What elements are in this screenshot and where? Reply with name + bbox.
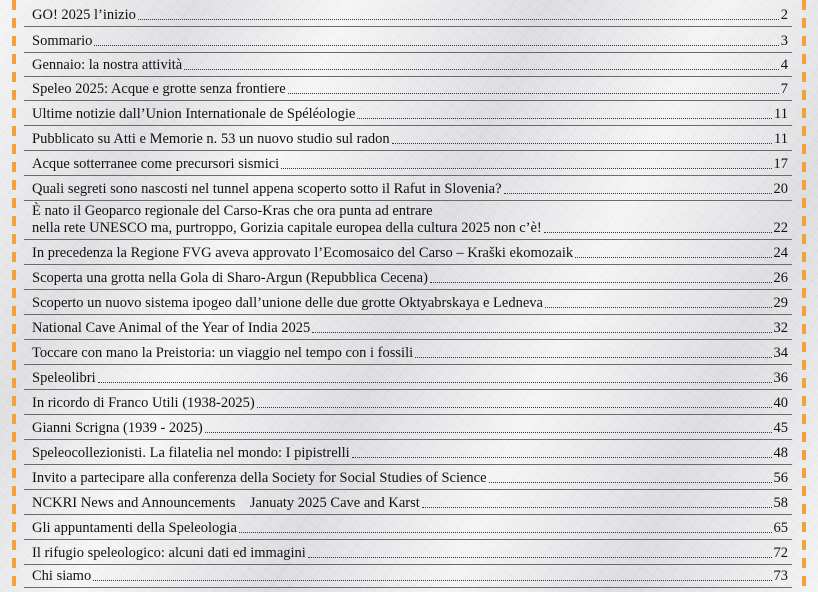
dot-leader	[239, 532, 772, 533]
toc-entry-page: 11	[774, 131, 788, 147]
toc-entry-title: Scoperto un nuovo sistema ipogeo dall’unione delle due grotte Oktyabrskaya e Ledneva	[32, 295, 543, 311]
toc-entry-page: 45	[773, 420, 788, 436]
toc-entry-page: 56	[773, 470, 788, 486]
dot-leader	[575, 257, 771, 258]
dot-leader	[352, 457, 772, 458]
dot-leader	[430, 282, 772, 283]
toc-entry[interactable]	[24, 201, 792, 240]
dot-leader	[392, 143, 772, 144]
toc-entry-page: 11	[774, 106, 788, 122]
right-dashed-border	[802, 0, 806, 592]
table-of-contents	[24, 0, 792, 592]
dot-leader	[504, 193, 772, 194]
dot-leader	[138, 19, 779, 20]
dot-leader	[415, 357, 771, 358]
toc-entry-page: 48	[773, 445, 788, 461]
toc-entry[interactable]	[24, 176, 792, 201]
toc-entry-title: Speleolibri	[32, 370, 96, 386]
toc-entry-page: 32	[773, 320, 788, 336]
toc-entry[interactable]	[24, 240, 792, 265]
toc-entry-title: Scoperta una grotta nella Gola di Sharo-Argun (Repubblica Cecena)	[32, 270, 428, 286]
toc-entry[interactable]	[24, 265, 792, 290]
toc-entry-title: Sommario	[32, 33, 93, 49]
toc-entry[interactable]	[24, 490, 792, 515]
toc-entry-title: Acque sotterranee come precursori sismici	[32, 156, 280, 172]
toc-entry-page: 73	[773, 568, 788, 584]
toc-entry-page: 7	[780, 81, 788, 97]
toc-entry-title: In ricordo di Franco Utili (1938-2025)	[32, 395, 255, 411]
toc-entry[interactable]	[24, 0, 792, 27]
dot-leader	[544, 232, 772, 233]
toc-entry-page: 3	[780, 33, 788, 49]
toc-entry[interactable]	[24, 365, 792, 390]
dot-leader	[422, 507, 772, 508]
toc-entry-title-line-1: È nato il Geoparco regionale del Carso-Kras che ora punta ad entrare	[32, 203, 433, 219]
toc-entry-title: Speleo 2025: Acque e grotte senza frontiere	[32, 81, 286, 97]
toc-entry-title: NCKRI News and Announcements Januaty 2025 Cave and Karst	[32, 495, 420, 511]
toc-entry-title: GO! 2025 l’inizio	[32, 7, 136, 23]
toc-entry-page: 34	[773, 345, 788, 361]
dot-leader	[308, 557, 772, 558]
dot-leader	[205, 432, 772, 433]
toc-entry-title: Speleocollezionisti. La filatelia nel mondo: I pipistrelli	[32, 445, 350, 461]
toc-entry-page: 40	[773, 395, 788, 411]
dot-leader	[312, 332, 771, 333]
toc-entry-page: 26	[773, 270, 788, 286]
toc-entry[interactable]	[24, 440, 792, 465]
toc-entry-page: 20	[773, 181, 788, 197]
toc-entry-title: Chi siamo	[32, 568, 92, 584]
toc-entry-title: Gli appuntamenti della Speleologia	[32, 520, 237, 536]
toc-entry[interactable]	[24, 565, 792, 588]
toc-entry[interactable]	[24, 101, 792, 126]
toc-entry-title-line-2: nella rete UNESCO ma, purtroppo, Gorizia capitale europea della cultura 2025 non c’è!	[32, 220, 542, 236]
toc-entry-title: Il rifugio speleologico: alcuni dati ed immagini	[32, 545, 306, 561]
dot-leader	[257, 407, 772, 408]
toc-entry-title: Invito a partecipare alla conferenza della Society for Social Studies of Science	[32, 470, 487, 486]
toc-entry[interactable]	[24, 53, 792, 77]
toc-entry[interactable]	[24, 290, 792, 315]
toc-entry[interactable]	[24, 515, 792, 540]
toc-entry-title: Pubblicato su Atti e Memorie n. 53 un nuovo studio sul radon	[32, 131, 390, 147]
toc-entry-page: 58	[773, 495, 788, 511]
toc-entry[interactable]	[24, 540, 792, 565]
dot-leader	[357, 118, 772, 119]
toc-entry[interactable]	[24, 340, 792, 365]
dot-leader	[93, 580, 771, 581]
left-dashed-border	[12, 0, 16, 592]
toc-entry-page: 17	[773, 156, 788, 172]
dot-leader	[489, 482, 772, 483]
toc-entry-title: Quali segreti sono nascosti nel tunnel appena scoperto sotto il Rafut in Slovenia?	[32, 181, 502, 197]
toc-entry[interactable]	[24, 77, 792, 101]
toc-entry-page: 29	[773, 295, 788, 311]
toc-entry-title: Gianni Scrigna (1939 - 2025)	[32, 420, 203, 436]
toc-entry-page: 2	[780, 7, 788, 23]
dot-leader	[281, 168, 771, 169]
toc-entry-title: Ultime notizie dall’Union Internationale de Spéléologie	[32, 106, 356, 122]
toc-entry[interactable]	[24, 390, 792, 415]
toc-entry[interactable]	[24, 126, 792, 151]
toc-entry[interactable]	[24, 27, 792, 53]
toc-entry[interactable]	[24, 151, 792, 176]
toc-entry-page: 72	[773, 545, 788, 561]
dot-leader	[184, 69, 779, 70]
toc-entry[interactable]	[24, 415, 792, 440]
toc-entry[interactable]	[24, 315, 792, 340]
toc-entry-page: 24	[773, 245, 788, 261]
toc-entry[interactable]	[24, 465, 792, 490]
toc-entry-page: 4	[780, 57, 788, 73]
toc-entry-page: 36	[773, 370, 788, 386]
toc-entry-title: Toccare con mano la Preistoria: un viaggio nel tempo con i fossili	[32, 345, 414, 361]
toc-entry-page: 65	[773, 520, 788, 536]
dot-leader	[288, 93, 779, 94]
toc-entry-title	[32, 203, 542, 237]
dot-leader	[98, 382, 772, 383]
toc-entry-page: 22	[773, 220, 788, 236]
dot-leader	[545, 307, 772, 308]
toc-entry-title: In precedenza la Regione FVG aveva approvato l’Ecomosaico del Carso – Kraški ekomozaik	[32, 245, 574, 261]
toc-entry-title: National Cave Animal of the Year of India 2025	[32, 320, 311, 336]
dot-leader	[94, 45, 778, 46]
toc-entry-title: Gennaio: la nostra attività	[32, 57, 183, 73]
